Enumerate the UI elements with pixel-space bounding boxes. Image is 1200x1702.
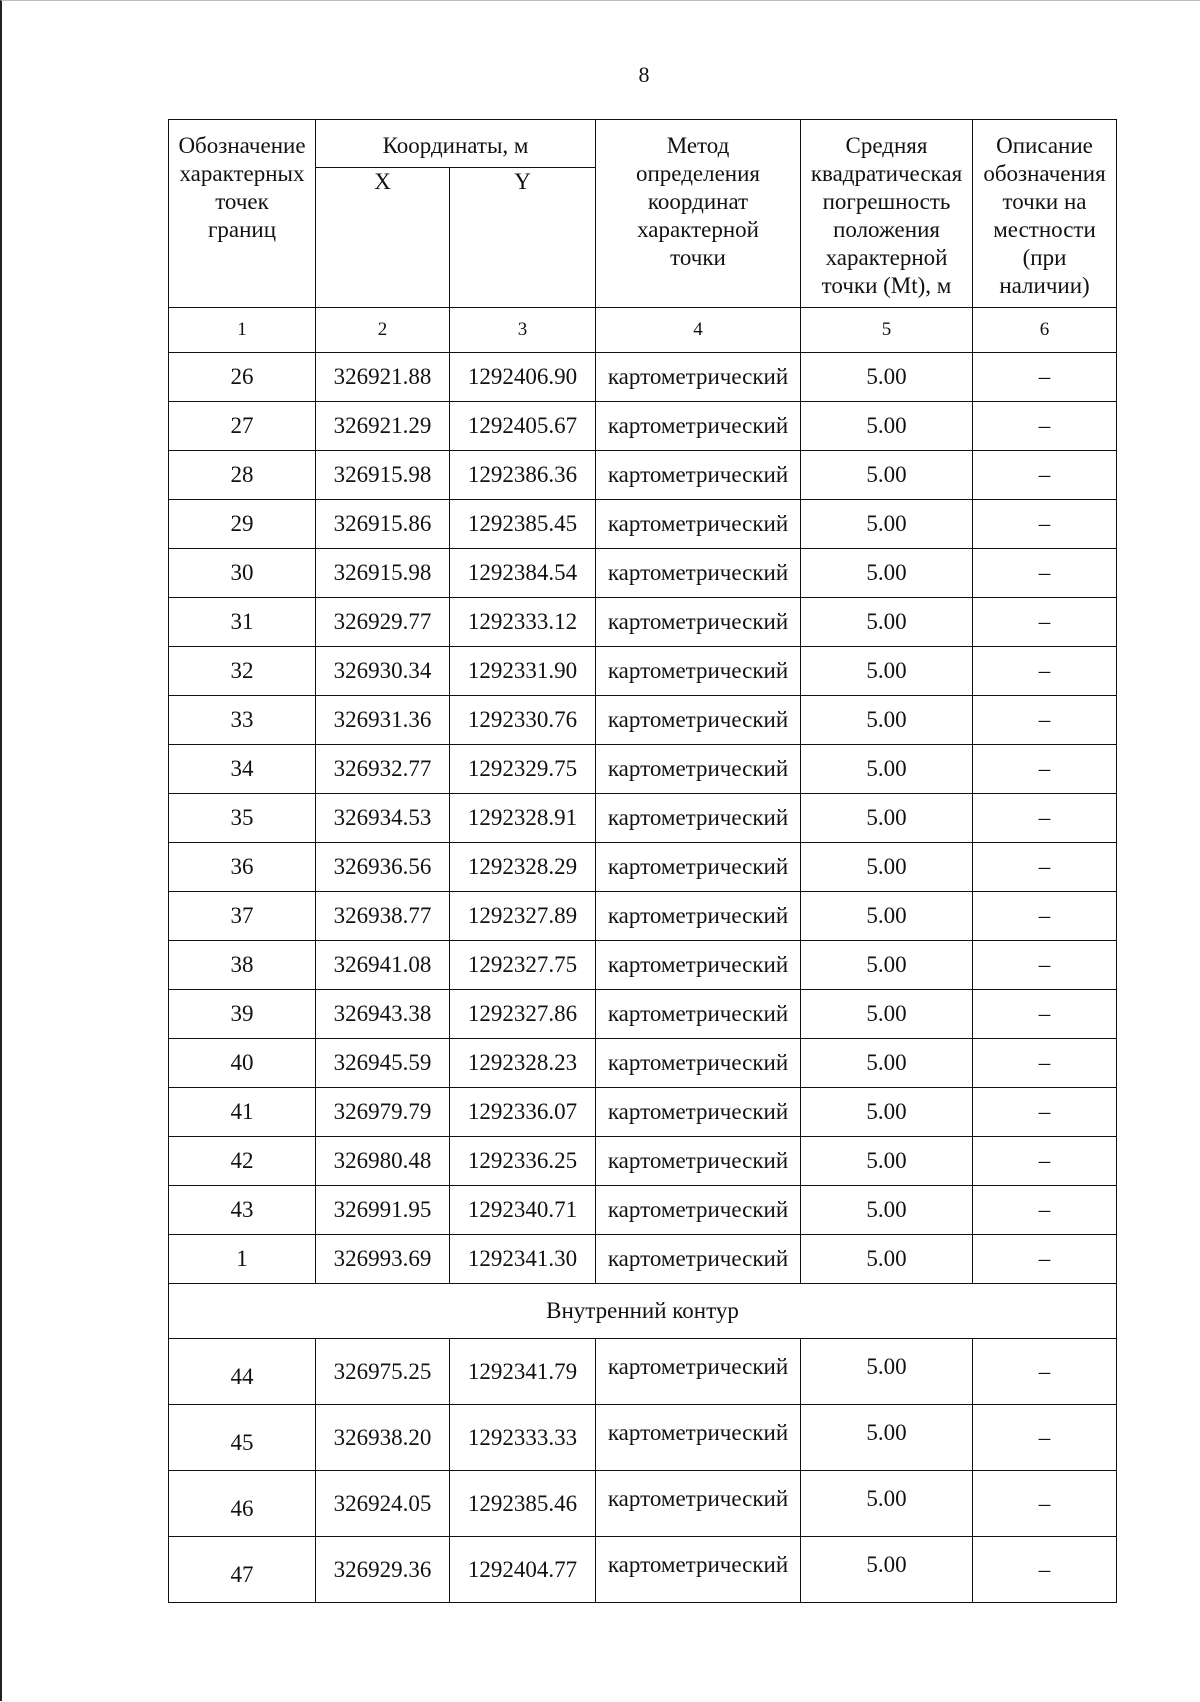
header-mean-square-error: Средняя квадратическая погрешность положения характерной точки (Mt), м <box>801 120 973 308</box>
method-cell: картометрический <box>596 1186 801 1235</box>
x-coordinate-cell: 326979.79 <box>316 1088 450 1137</box>
header-method: Метод определения координат характерной точки <box>596 120 801 308</box>
method-cell: картометрический <box>596 990 801 1039</box>
mt-cell: 5.00 <box>801 794 973 843</box>
table-row <box>169 647 1117 696</box>
mt-cell: 5.00 <box>801 598 973 647</box>
description-cell: – <box>973 1471 1117 1537</box>
method-cell: картометрический <box>596 451 801 500</box>
point-id-cell: 39 <box>169 990 316 1039</box>
x-coordinate-cell: 326921.29 <box>316 402 450 451</box>
table-row <box>169 941 1117 990</box>
x-coordinate-cell: 326921.88 <box>316 353 450 402</box>
x-coordinate-cell: 326943.38 <box>316 990 450 1039</box>
table-row <box>169 451 1117 500</box>
x-coordinate-cell: 326915.86 <box>316 500 450 549</box>
method-cell: картометрический <box>596 647 801 696</box>
point-id-cell: 30 <box>169 549 316 598</box>
header-x: X <box>316 168 450 308</box>
header-coordinates: Координаты, м <box>316 120 596 168</box>
method-cell: картометрический <box>596 598 801 647</box>
table-row <box>169 1339 1117 1405</box>
description-cell: – <box>973 353 1117 402</box>
description-cell: – <box>973 745 1117 794</box>
y-coordinate-cell: 1292386.36 <box>450 451 596 500</box>
table-row <box>169 598 1117 647</box>
inner-contour-section-row <box>169 1284 1117 1339</box>
y-coordinate-cell: 1292340.71 <box>450 1186 596 1235</box>
table-row <box>169 1235 1117 1284</box>
x-coordinate-cell: 326924.05 <box>316 1471 450 1537</box>
table-row <box>169 1039 1117 1088</box>
mt-cell: 5.00 <box>801 1137 973 1186</box>
point-id-cell: 31 <box>169 598 316 647</box>
method-cell: картометрический <box>596 1137 801 1186</box>
description-cell: – <box>973 1088 1117 1137</box>
description-cell: – <box>973 402 1117 451</box>
description-cell: – <box>973 1137 1117 1186</box>
description-cell: – <box>973 990 1117 1039</box>
description-cell: – <box>973 1039 1117 1088</box>
point-id-cell: 44 <box>169 1339 316 1405</box>
point-id-cell: 34 <box>169 745 316 794</box>
method-cell: картометрический <box>596 745 801 794</box>
mt-cell: 5.00 <box>801 1405 973 1471</box>
point-id-cell: 36 <box>169 843 316 892</box>
method-cell: картометрический <box>596 549 801 598</box>
method-cell: картометрический <box>596 1088 801 1137</box>
point-id-cell: 40 <box>169 1039 316 1088</box>
point-id-cell: 33 <box>169 696 316 745</box>
mt-cell: 5.00 <box>801 941 973 990</box>
x-coordinate-cell: 326938.77 <box>316 892 450 941</box>
description-cell: – <box>973 892 1117 941</box>
y-coordinate-cell: 1292336.25 <box>450 1137 596 1186</box>
x-coordinate-cell: 326934.53 <box>316 794 450 843</box>
coordinates-table <box>168 119 1117 1603</box>
column-number: 6 <box>973 308 1117 353</box>
point-id-cell: 38 <box>169 941 316 990</box>
y-coordinate-cell: 1292404.77 <box>450 1537 596 1603</box>
header-description: Описание обозначения точки на местности (при наличии) <box>973 120 1117 308</box>
mt-cell: 5.00 <box>801 696 973 745</box>
description-cell: – <box>973 1339 1117 1405</box>
description-cell: – <box>973 696 1117 745</box>
y-coordinate-cell: 1292333.33 <box>450 1405 596 1471</box>
description-cell: – <box>973 1405 1117 1471</box>
y-coordinate-cell: 1292341.30 <box>450 1235 596 1284</box>
point-id-cell: 46 <box>169 1471 316 1537</box>
y-coordinate-cell: 1292327.75 <box>450 941 596 990</box>
method-cell: картометрический <box>596 1537 801 1603</box>
description-cell: – <box>973 1235 1117 1284</box>
x-coordinate-cell: 326938.20 <box>316 1405 450 1471</box>
mt-cell: 5.00 <box>801 1039 973 1088</box>
column-number: 3 <box>450 308 596 353</box>
method-cell: картометрический <box>596 500 801 549</box>
point-id-cell: 29 <box>169 500 316 549</box>
y-coordinate-cell: 1292406.90 <box>450 353 596 402</box>
mt-cell: 5.00 <box>801 500 973 549</box>
y-coordinate-cell: 1292331.90 <box>450 647 596 696</box>
table-row <box>169 843 1117 892</box>
y-coordinate-cell: 1292385.45 <box>450 500 596 549</box>
x-coordinate-cell: 326993.69 <box>316 1235 450 1284</box>
point-id-cell: 27 <box>169 402 316 451</box>
mt-cell: 5.00 <box>801 647 973 696</box>
description-cell: – <box>973 647 1117 696</box>
y-coordinate-cell: 1292328.91 <box>450 794 596 843</box>
y-coordinate-cell: 1292384.54 <box>450 549 596 598</box>
mt-cell: 5.00 <box>801 843 973 892</box>
method-cell: картометрический <box>596 892 801 941</box>
y-coordinate-cell: 1292330.76 <box>450 696 596 745</box>
method-cell: картометрический <box>596 794 801 843</box>
method-cell: картометрический <box>596 1039 801 1088</box>
column-number: 4 <box>596 308 801 353</box>
mt-cell: 5.00 <box>801 1235 973 1284</box>
table-row <box>169 745 1117 794</box>
table-row <box>169 696 1117 745</box>
mt-cell: 5.00 <box>801 990 973 1039</box>
table-row <box>169 1137 1117 1186</box>
mt-cell: 5.00 <box>801 451 973 500</box>
y-coordinate-cell: 1292385.46 <box>450 1471 596 1537</box>
table-row <box>169 1405 1117 1471</box>
x-coordinate-cell: 326915.98 <box>316 549 450 598</box>
point-id-cell: 43 <box>169 1186 316 1235</box>
method-cell: картометрический <box>596 402 801 451</box>
mt-cell: 5.00 <box>801 1339 973 1405</box>
table-row <box>169 1186 1117 1235</box>
table-row <box>169 549 1117 598</box>
method-cell: картометрический <box>596 941 801 990</box>
header-row <box>169 120 1117 168</box>
table-row <box>169 1088 1117 1137</box>
point-id-cell: 47 <box>169 1537 316 1603</box>
description-cell: – <box>973 500 1117 549</box>
point-id-cell: 41 <box>169 1088 316 1137</box>
x-coordinate-cell: 326929.36 <box>316 1537 450 1603</box>
x-coordinate-cell: 326931.36 <box>316 696 450 745</box>
mt-cell: 5.00 <box>801 402 973 451</box>
y-coordinate-cell: 1292328.29 <box>450 843 596 892</box>
method-cell: картометрический <box>596 1339 801 1405</box>
table-row <box>169 794 1117 843</box>
mt-cell: 5.00 <box>801 353 973 402</box>
column-number: 5 <box>801 308 973 353</box>
point-id-cell: 37 <box>169 892 316 941</box>
method-cell: картометрический <box>596 1235 801 1284</box>
point-id-cell: 45 <box>169 1405 316 1471</box>
method-cell: картометрический <box>596 1405 801 1471</box>
y-coordinate-cell: 1292327.89 <box>450 892 596 941</box>
y-coordinate-cell: 1292327.86 <box>450 990 596 1039</box>
table-row <box>169 1471 1117 1537</box>
mt-cell: 5.00 <box>801 1088 973 1137</box>
table-row <box>169 353 1117 402</box>
column-number: 2 <box>316 308 450 353</box>
mt-cell: 5.00 <box>801 549 973 598</box>
description-cell: – <box>973 843 1117 892</box>
x-coordinate-cell: 326980.48 <box>316 1137 450 1186</box>
description-cell: – <box>973 941 1117 990</box>
description-cell: – <box>973 1537 1117 1603</box>
method-cell: картометрический <box>596 1471 801 1537</box>
x-coordinate-cell: 326975.25 <box>316 1339 450 1405</box>
column-number-row <box>169 308 1117 353</box>
point-id-cell: 35 <box>169 794 316 843</box>
y-coordinate-cell: 1292328.23 <box>450 1039 596 1088</box>
inner-contour-title: Внутренний контур <box>169 1284 1117 1339</box>
column-number: 1 <box>169 308 316 353</box>
method-cell: картометрический <box>596 353 801 402</box>
point-id-cell: 42 <box>169 1137 316 1186</box>
y-coordinate-cell: 1292341.79 <box>450 1339 596 1405</box>
point-id-cell: 26 <box>169 353 316 402</box>
point-id-cell: 28 <box>169 451 316 500</box>
y-coordinate-cell: 1292329.75 <box>450 745 596 794</box>
mt-cell: 5.00 <box>801 1186 973 1235</box>
mt-cell: 5.00 <box>801 1471 973 1537</box>
x-coordinate-cell: 326936.56 <box>316 843 450 892</box>
mt-cell: 5.00 <box>801 745 973 794</box>
description-cell: – <box>973 549 1117 598</box>
y-coordinate-cell: 1292333.12 <box>450 598 596 647</box>
description-cell: – <box>973 1186 1117 1235</box>
table-row <box>169 892 1117 941</box>
page-number: 8 <box>638 62 650 87</box>
table-row <box>169 500 1117 549</box>
header-y: Y <box>450 168 596 308</box>
table-row <box>169 402 1117 451</box>
table-row <box>169 1537 1117 1603</box>
mt-cell: 5.00 <box>801 1537 973 1603</box>
point-id-cell: 32 <box>169 647 316 696</box>
x-coordinate-cell: 326930.34 <box>316 647 450 696</box>
x-coordinate-cell: 326932.77 <box>316 745 450 794</box>
y-coordinate-cell: 1292336.07 <box>450 1088 596 1137</box>
method-cell: картометрический <box>596 696 801 745</box>
method-cell: картометрический <box>596 843 801 892</box>
x-coordinate-cell: 326941.08 <box>316 941 450 990</box>
description-cell: – <box>973 598 1117 647</box>
description-cell: – <box>973 794 1117 843</box>
x-coordinate-cell: 326945.59 <box>316 1039 450 1088</box>
y-coordinate-cell: 1292405.67 <box>450 402 596 451</box>
table-row <box>169 990 1117 1039</box>
x-coordinate-cell: 326915.98 <box>316 451 450 500</box>
description-cell: – <box>973 451 1117 500</box>
x-coordinate-cell: 326991.95 <box>316 1186 450 1235</box>
header-point-designation: Обозначение характерных точек границ <box>169 120 316 308</box>
x-coordinate-cell: 326929.77 <box>316 598 450 647</box>
mt-cell: 5.00 <box>801 892 973 941</box>
point-id-cell: 1 <box>169 1235 316 1284</box>
